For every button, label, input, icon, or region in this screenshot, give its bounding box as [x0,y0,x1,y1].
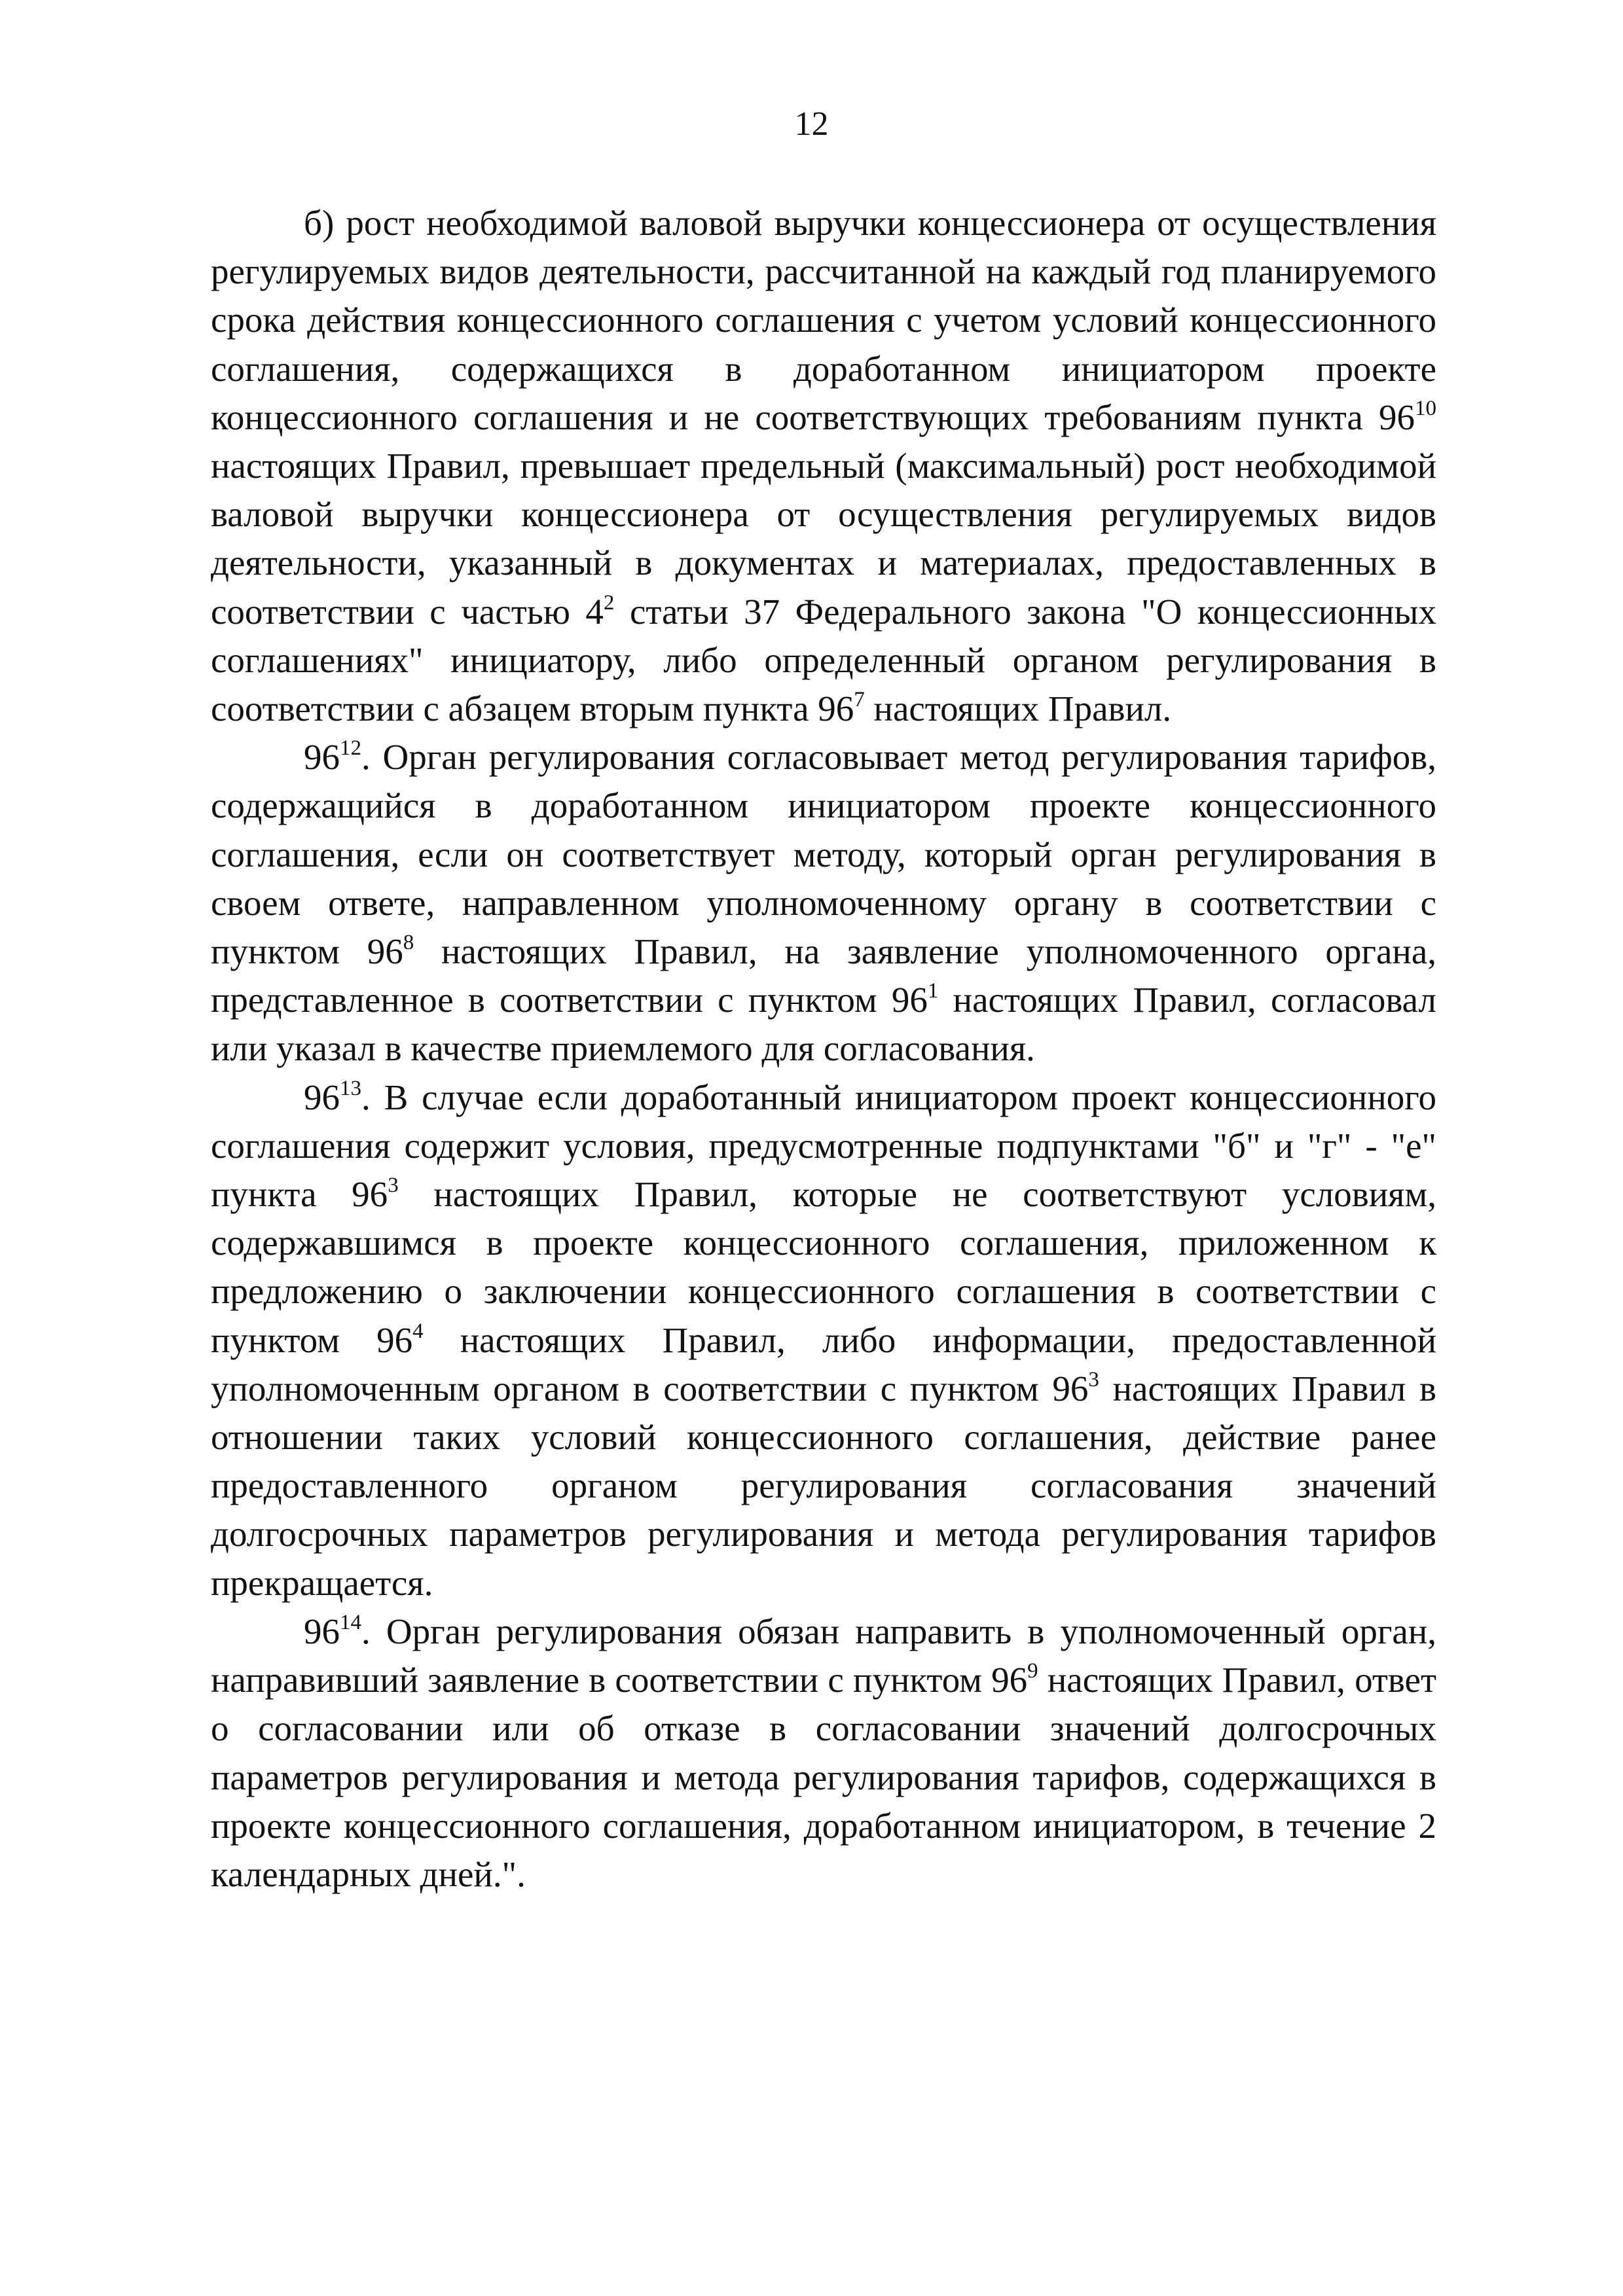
superscript: 13 [340,1076,361,1100]
superscript: 7 [854,688,865,712]
text-run: настоящих Правил, согласовал или указал в качестве приемлемого для согласования. [211,980,1436,1069]
superscript: 9 [1027,1659,1038,1683]
item-number: 96 [304,737,340,778]
item-number: 96 [304,1611,340,1651]
text-run: . В случае если доработанный инициатором проект концессионного соглашения содержит условия, предусмотренные подпунктами "б" и "г" - "е" пункта 96 [211,1077,1436,1215]
text-run: . Орган регулирования согласовывает метод регулирования тарифов, содержащийся в доработанном инициатором проекте концессионного соглашения, если он соответствует методу, который орган регулирования в своем ответе, направленном уполномоченному органу в соответствии с пунктом 96 [211,737,1436,972]
text-run: статьи 37 Федерального закона "О концессионных соглашениях" инициатору, либо определенный органом регулирования в соответствии с абзацем вторым пункта 96 [211,591,1436,729]
item-number: 96 [304,1077,340,1117]
superscript: 12 [340,736,361,761]
text-run: настоящих Правил, которые не соответствуют условиям, содержавшимся в проекте концессионного соглашения, приложенном к предложению о заключении концессионного соглашения в соответствии с пунктом 96 [211,1174,1436,1360]
text-run: настоящих Правил, на заявление уполномоченного органа, представленное в соответствии с пунктом 96 [211,931,1436,1020]
text-run: настоящих Правил, либо информации, предоставленной уполномоченным органом в соответствии с пунктом 96 [211,1319,1437,1408]
paragraph-subpoint-b [211,199,1436,733]
text-run: б) рост необходимой валовой выручки концессионера от осуществления регулируемых видов деятельности, рассчитанной на каждый год планируемого срока действия концессионного соглашения с учетом условий концессионного соглашения, содержащихся в доработанном инициатором проекте концессионного соглашения и не соответствующих требованиям пункта 96 [211,203,1436,437]
text-run: настоящих Правил, превышает предельный (максимальный) рост необходимой валовой выручки концессионера от осуществления регулируемых видов деятельности, указанный в документах и материалах, предоставленных в соответствии с частью 4 [211,446,1436,632]
superscript: 4 [412,1319,424,1343]
paragraph-item-96-14 [211,1607,1436,1899]
document-body [211,199,1436,1899]
page-number: 12 [794,105,829,143]
superscript: 3 [388,1174,399,1198]
superscript: 1 [927,979,939,1003]
paragraph-item-96-13 [211,1073,1436,1607]
text-run: . Орган регулирования обязан направить в уполномоченный орган, направивший заявление в соответствии с пунктом 96 [211,1611,1436,1700]
superscript: 8 [403,931,414,955]
text-run: настоящих Правил в отношении таких условий концессионного соглашения, действие ранее предоставленного органом регулирования согласования значений долгосрочных параметров регулирования и метода регулирования тарифов прекращается. [211,1368,1436,1603]
text-run: настоящих Правил, ответ о согласовании или об отказе в согласовании значений долгосрочных параметров регулирования и метода регулирования тарифов, содержащихся в проекте концессионного соглашения, доработанном инициатором, в течение 2 календарных дней.". [211,1660,1436,1894]
text-run: настоящих Правил. [864,689,1172,729]
superscript: 10 [1415,396,1436,420]
superscript: 3 [1088,1367,1099,1391]
superscript: 14 [340,1610,361,1634]
paragraph-item-96-12 [211,733,1436,1073]
superscript: 2 [603,590,615,615]
